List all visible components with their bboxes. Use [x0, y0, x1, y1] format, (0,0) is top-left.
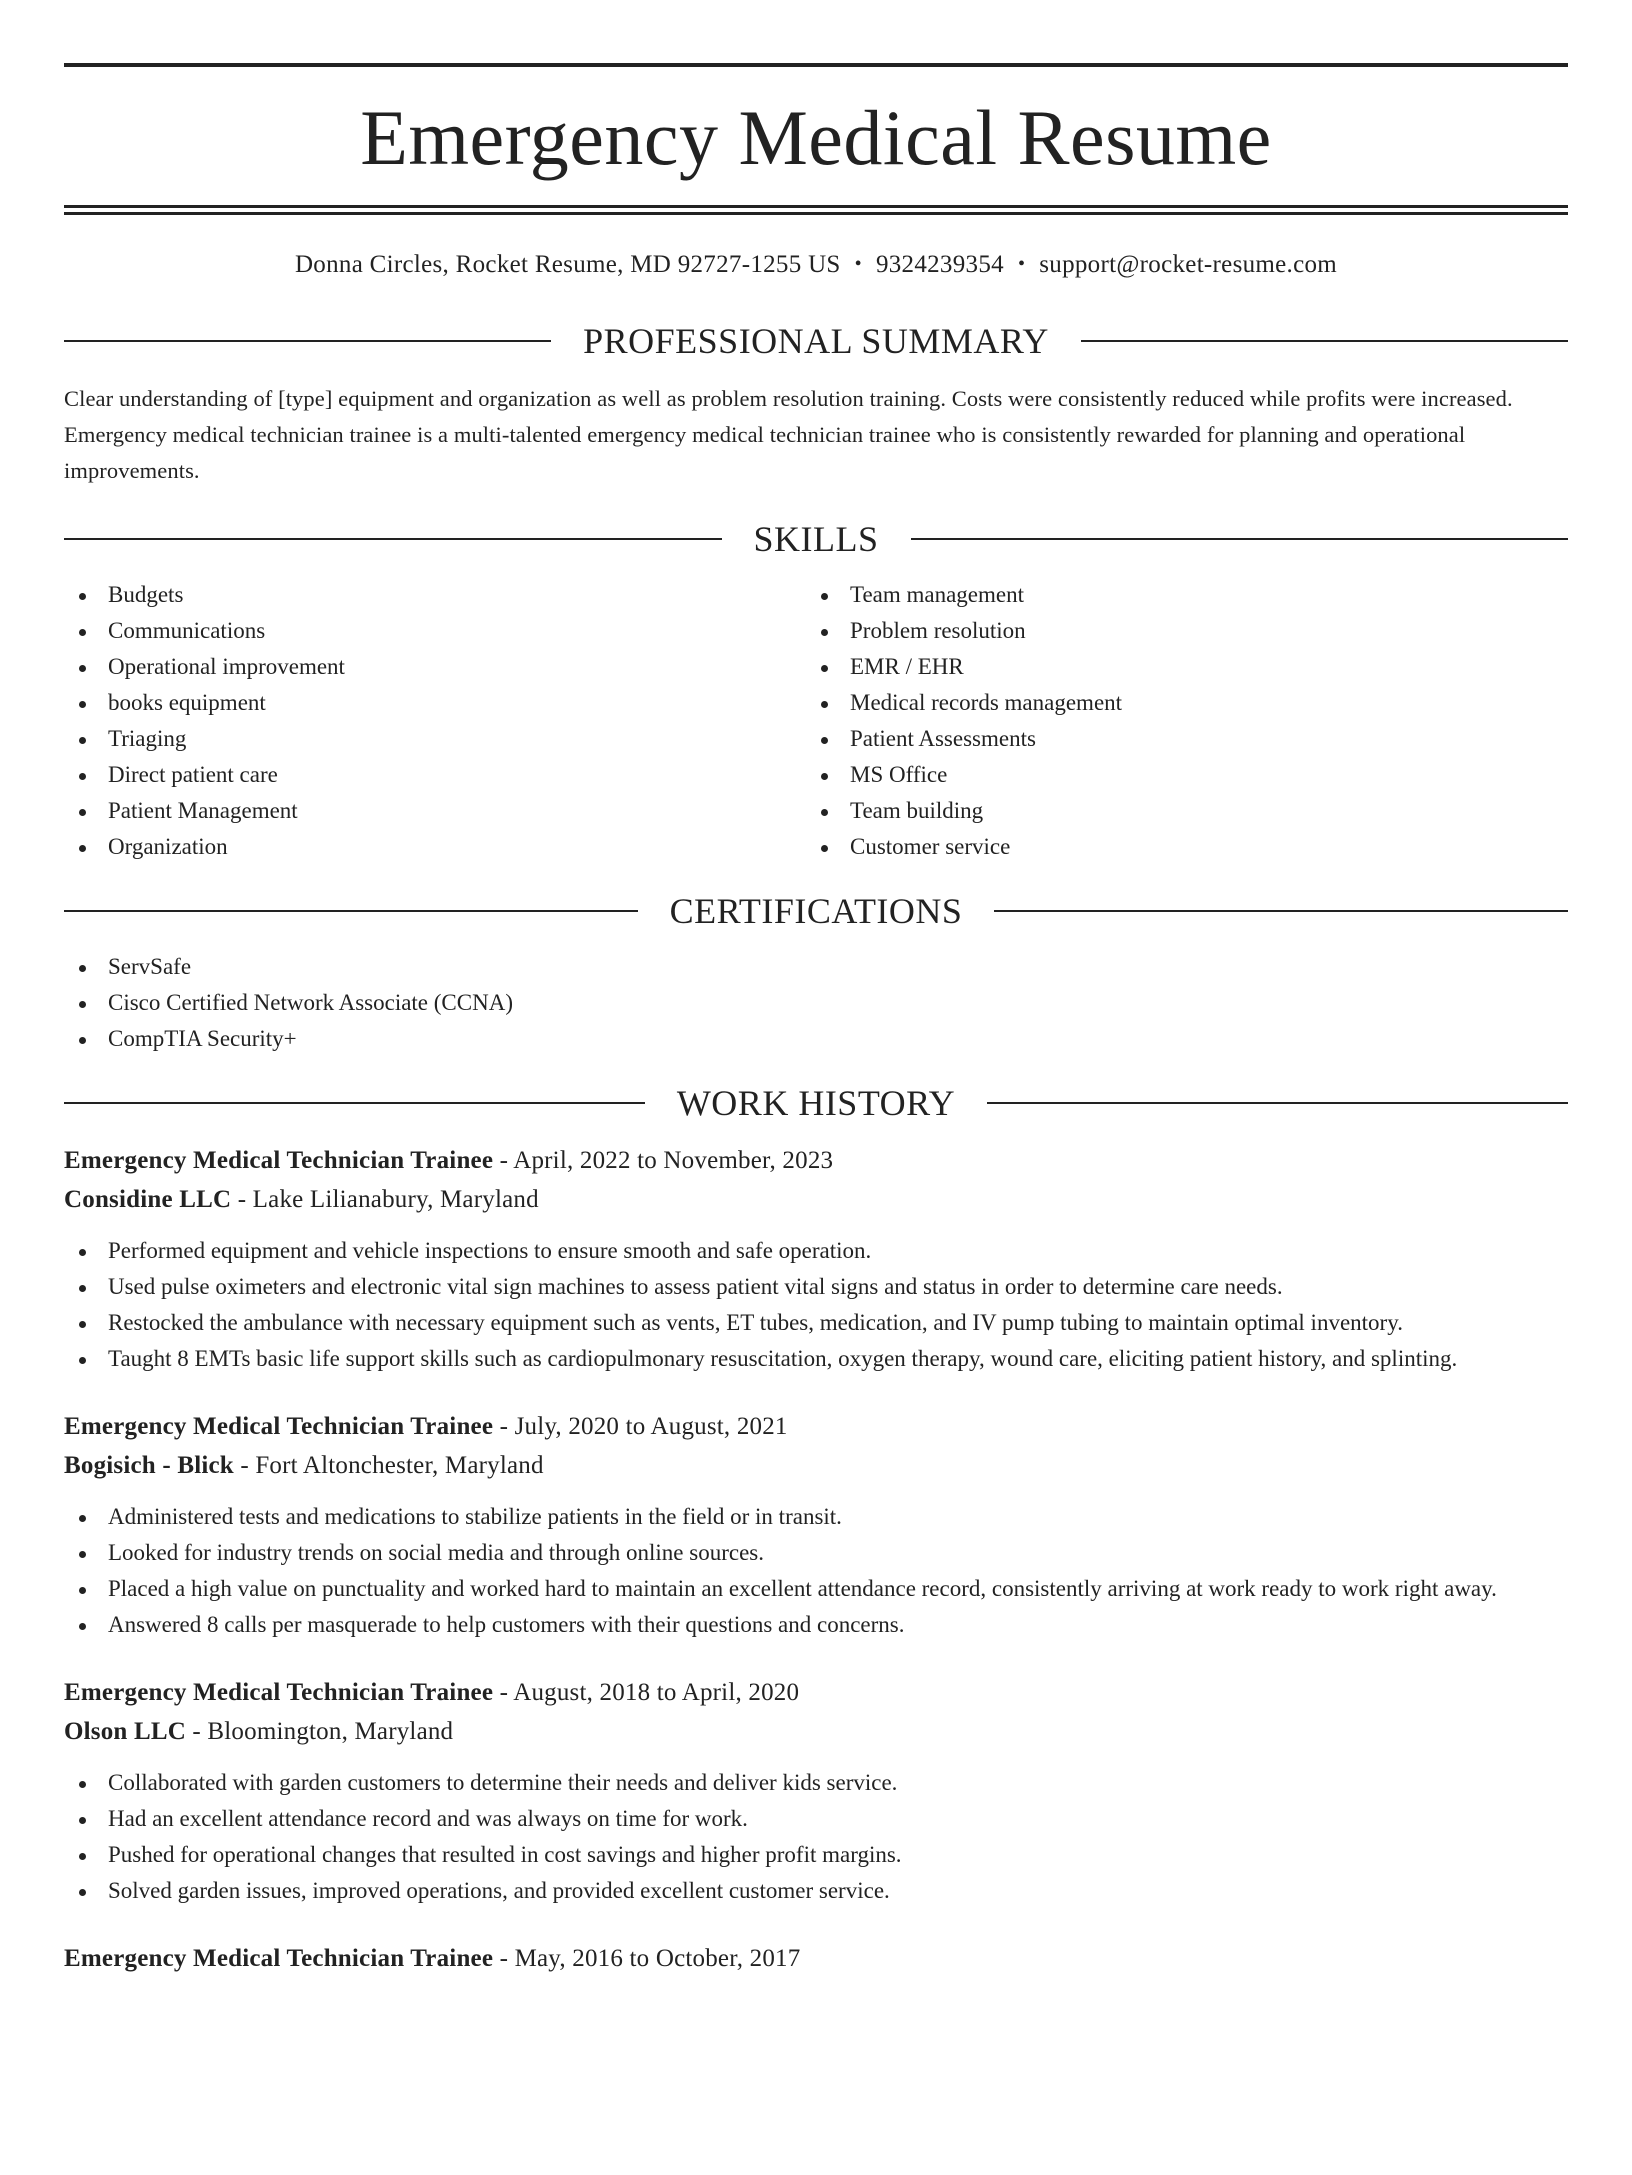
skill-item: Operational improvement — [64, 649, 806, 685]
job-bullet: Had an excellent attendance record and was always on time for work. — [64, 1801, 1568, 1837]
job-title-line — [64, 1939, 1568, 1978]
job-company-line — [64, 1712, 1568, 1751]
contact-line — [64, 251, 1568, 279]
job-bullet: Solved garden issues, improved operations, and provided excellent customer service. — [64, 1873, 1568, 1909]
skill-item: Team building — [806, 793, 1548, 829]
section-header-work-history — [64, 1081, 1568, 1125]
job-bullet: Pushed for operational changes that resulted in cost savings and higher profit margins. — [64, 1837, 1568, 1873]
skill-item: Customer service — [806, 829, 1548, 865]
job-location: - Fort Altonchester, Maryland — [233, 1452, 544, 1479]
section-title-work-history: WORK HISTORY — [676, 1083, 956, 1123]
job-entry — [64, 1141, 1568, 1377]
job-dates: - April, 2022 to November, 2023 — [493, 1147, 834, 1174]
section-title-summary: PROFESSIONAL SUMMARY — [583, 321, 1049, 361]
section-rule-left — [64, 340, 551, 342]
section-rule-right — [987, 1102, 1568, 1104]
job-bullets — [64, 1765, 1568, 1909]
top-rule — [64, 63, 1568, 67]
job-company: Considine LLC — [64, 1186, 232, 1213]
skill-item: EMR / EHR — [806, 649, 1548, 685]
job-company: Bogisich - Blick — [64, 1452, 234, 1479]
job-title: Emergency Medical Technician Trainee — [64, 1945, 494, 1972]
skill-item: Problem resolution — [806, 613, 1548, 649]
skill-item: Budgets — [64, 577, 806, 613]
skill-item: Organization — [64, 829, 806, 865]
document-title: Emergency Medical Resume — [360, 94, 1272, 181]
job-title-line — [64, 1407, 1568, 1446]
title-double-rule — [64, 205, 1568, 215]
section-rule-right — [994, 910, 1568, 912]
contact-address: Donna Circles, Rocket Resume, MD 92727-1255 US — [294, 251, 841, 278]
job-dates: - August, 2018 to April, 2020 — [493, 1679, 800, 1706]
section-rule-right — [1081, 340, 1568, 342]
job-bullets — [64, 1499, 1568, 1643]
job-bullet: Restocked the ambulance with necessary equipment such as vents, ET tubes, medication, and IV pump tubing to maintain optimal inventory. — [64, 1305, 1568, 1341]
skill-item: Direct patient care — [64, 757, 806, 793]
certification-item: ServSafe — [64, 949, 1568, 985]
skill-item: Communications — [64, 613, 806, 649]
section-title-skills: SKILLS — [753, 519, 879, 559]
job-entry — [64, 1939, 1568, 1978]
section-rule-left — [64, 538, 722, 540]
skills-list-right — [806, 577, 1548, 865]
job-bullet: Used pulse oximeters and electronic vital sign machines to assess patient vital signs and status in order to determine care needs. — [64, 1269, 1568, 1305]
job-entry — [64, 1407, 1568, 1643]
job-title-line — [64, 1141, 1568, 1180]
job-bullet: Taught 8 EMTs basic life support skills such as cardiopulmonary resuscitation, oxygen therapy, wound care, eliciting patient history, and splinting. — [64, 1341, 1568, 1377]
certifications-list — [64, 949, 1568, 1057]
job-company-line — [64, 1446, 1568, 1485]
skill-item: books equipment — [64, 685, 806, 721]
skills-list-left — [64, 577, 806, 865]
job-bullet: Placed a high value on punctuality and worked hard to maintain an excellent attendance record, consistently arriving at work ready to work right away. — [64, 1571, 1568, 1607]
job-dates: - July, 2020 to August, 2021 — [493, 1413, 788, 1440]
job-title: Emergency Medical Technician Trainee — [64, 1147, 494, 1174]
section-header-skills — [64, 517, 1568, 561]
skill-item: Medical records management — [806, 685, 1548, 721]
skill-item: Team management — [806, 577, 1548, 613]
section-title-certifications: CERTIFICATIONS — [669, 891, 963, 931]
certification-item: Cisco Certified Network Associate (CCNA) — [64, 985, 1568, 1021]
job-company-line — [64, 1180, 1568, 1219]
contact-separator: • — [854, 253, 862, 275]
skills-columns — [64, 577, 1568, 865]
job-location: - Lake Lilianabury, Maryland — [231, 1186, 539, 1213]
job-title: Emergency Medical Technician Trainee — [64, 1679, 494, 1706]
job-bullet: Administered tests and medications to stabilize patients in the field or in transit. — [64, 1499, 1568, 1535]
section-rule-left — [64, 1102, 645, 1104]
summary-text: Clear understanding of [type] equipment and organization as well as problem resolution training. Costs were consistently reduced while profits were increased. Emergency medical technician trainee is a multi-talented emergency medical technician trainee who is consistently rewarded for planning and operational improvements. — [64, 386, 1513, 483]
skill-item: Triaging — [64, 721, 806, 757]
job-location: - Bloomington, Maryland — [185, 1718, 454, 1745]
skill-item: Patient Assessments — [806, 721, 1548, 757]
certification-item: CompTIA Security+ — [64, 1021, 1568, 1057]
job-bullet: Performed equipment and vehicle inspections to ensure smooth and safe operation. — [64, 1233, 1568, 1269]
section-header-certifications — [64, 889, 1568, 933]
section-rule-right — [911, 538, 1569, 540]
contact-email: support@rocket-resume.com — [1039, 251, 1338, 278]
skill-item: MS Office — [806, 757, 1548, 793]
section-header-summary — [64, 319, 1568, 363]
job-bullet: Answered 8 calls per masquerade to help customers with their questions and concerns. — [64, 1607, 1568, 1643]
resume-page — [0, 63, 1632, 2175]
job-dates: - May, 2016 to October, 2017 — [493, 1945, 801, 1972]
skill-item: Patient Management — [64, 793, 806, 829]
contact-phone: 9324239354 — [875, 251, 1004, 278]
job-bullet: Looked for industry trends on social media and through online sources. — [64, 1535, 1568, 1571]
job-title: Emergency Medical Technician Trainee — [64, 1413, 494, 1440]
job-bullets — [64, 1233, 1568, 1377]
job-entry — [64, 1673, 1568, 1909]
section-rule-left — [64, 910, 638, 912]
job-company: Olson LLC — [64, 1718, 186, 1745]
job-title-line — [64, 1673, 1568, 1712]
job-bullet: Collaborated with garden customers to determine their needs and deliver kids service. — [64, 1765, 1568, 1801]
contact-separator: • — [1017, 253, 1026, 275]
